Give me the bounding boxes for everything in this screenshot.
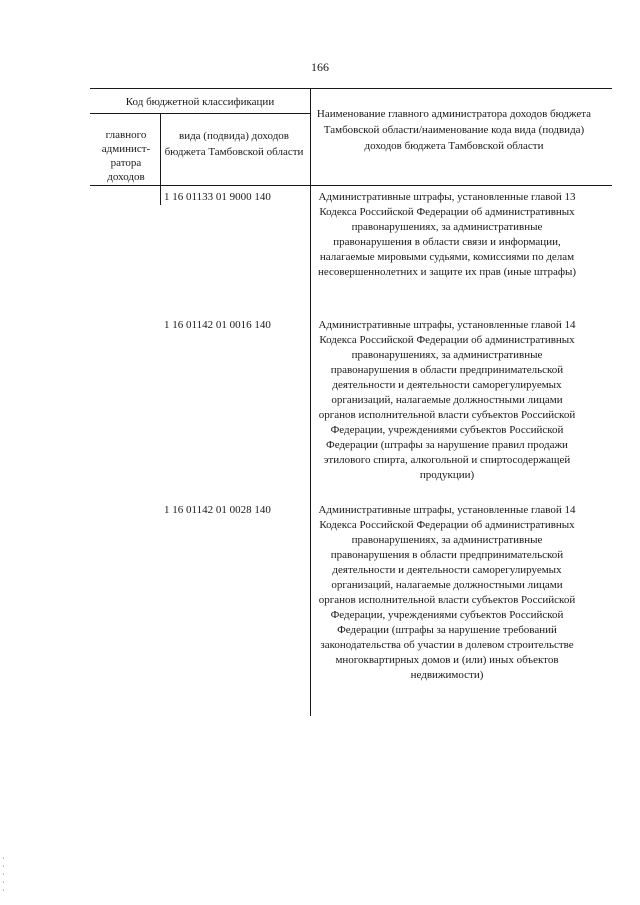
code-column-left-rule <box>160 185 161 205</box>
admin-column-divider <box>160 113 161 185</box>
header-col-admin: главного админист-ратора доходов <box>101 129 151 183</box>
group-underline-rule <box>90 113 310 114</box>
header-group-label: Код бюджетной классификации <box>125 96 275 108</box>
row-description: Административные штрафы, установленные главой 13 Кодекса Российской Федерации об административных правонарушениях, за административные правонарушения в области связи и информации, налагаемые мировыми судьями, комиссиями по делам несовершеннолетних и защите их прав (иные штрафы) <box>317 191 577 278</box>
page-number: 166 <box>311 60 329 74</box>
row-description: Административные штрафы, установленные главой 14 Кодекса Российской Федерации об административных правонарушениях, за административные правонарушения в области предпринимательской деятельности и деятельности саморегулируемых организаций, налагаемые должностными лицами органов исполнительной власти субъектов Российской Федерации, учреждениями субъектов Российской Федерации (штрафы за нарушение требований законодательства об участии в долевом строительстве многоквартирных домов и (или) иных объектов недвижимости) <box>318 504 576 681</box>
header-col-name: Наименование главного администратора доходов бюджета Тамбовской области/наименование кода вида (подвида) доходов бюджета Тамбовской области <box>316 108 592 152</box>
header-col-type: вида (подвида) доходов бюджета Тамбовской области <box>164 130 304 158</box>
row-code: 1 16 01142 01 0028 140 <box>164 504 271 516</box>
scan-margin-marks: · · · · · <box>2 854 5 895</box>
row-description: Административные штрафы, установленные главой 14 Кодекса Российской Федерации об административных правонарушениях, за административные правонарушения в области предпринимательской деятельности и деятельности саморегулируемых организаций, налагаемые должностными лицами органов исполнительной власти субъектов Российской Федерации, учреждениями субъектов Российской Федерации (штрафы за нарушение правил продажи этилового спирта, алкогольной и спиртосодержащей продукции) <box>318 319 576 481</box>
row-code: 1 16 01142 01 0016 140 <box>164 319 271 331</box>
name-column-divider <box>310 88 311 716</box>
row-code: 1 16 01133 01 9000 140 <box>164 191 271 203</box>
header-bottom-rule <box>90 185 612 186</box>
table-top-rule <box>90 88 612 89</box>
